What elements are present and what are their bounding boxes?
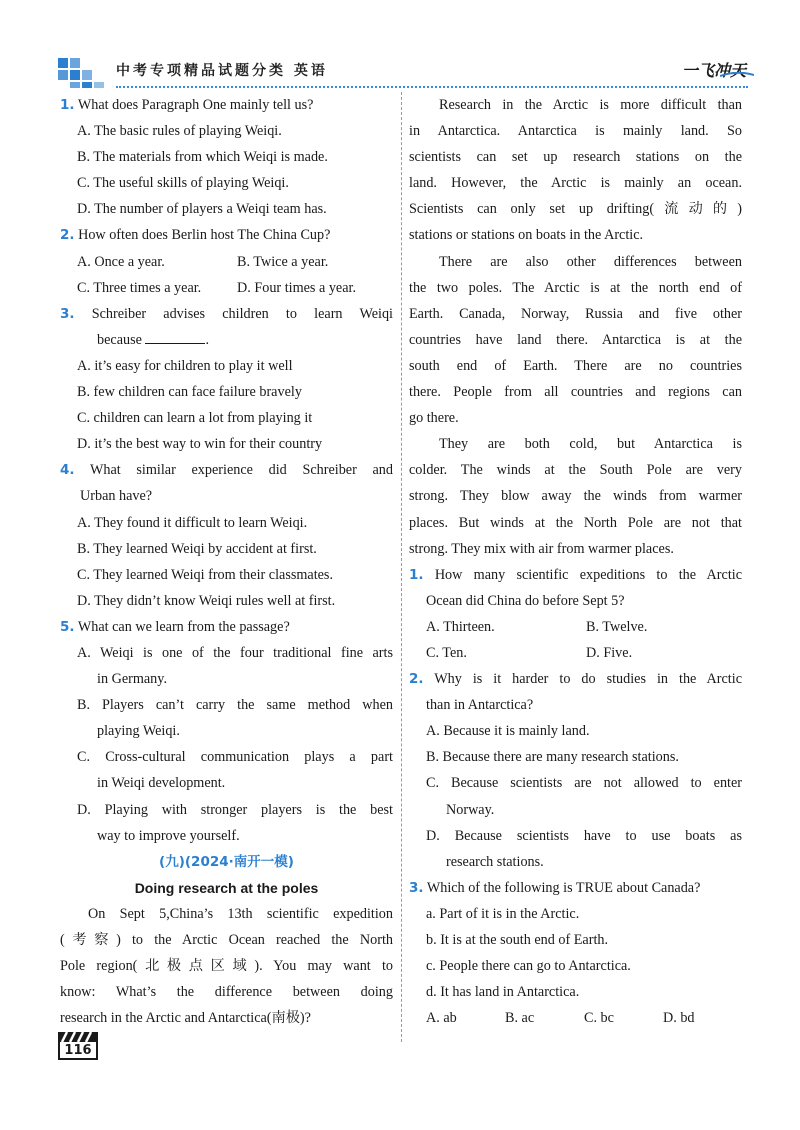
page-number-box — [58, 1032, 98, 1062]
option-d: D. They didn’t know Weiqi rules well at first. — [77, 592, 336, 609]
option-a: A. Once a year. — [77, 253, 165, 270]
option-b: B. The materials from which Weiqi is made. — [77, 149, 328, 166]
option-b: B. Players can’t carry the same method when — [77, 697, 393, 714]
question-2 — [60, 222, 393, 300]
question-text: What does Paragraph One mainly tell us? — [77, 97, 314, 113]
option-c: C. Ten. — [426, 644, 467, 661]
header-brand: 一飞冲天 — [681, 61, 746, 80]
question-text: Ocean did China do before Sept 5? — [426, 592, 625, 609]
option-d-cont: way to improve yourself. — [97, 827, 240, 844]
question-number: 2. — [409, 671, 424, 688]
paragraph-line: land. However, the Arctic is mainly an ocean. — [409, 175, 742, 192]
paragraph-line: strong. They mix with air from warmer places. — [409, 540, 674, 557]
question-3 — [60, 301, 393, 458]
paragraph-line: there. People from all countries and regions can — [409, 384, 742, 401]
paragraph-line: Research in the Arctic is more difficult than — [439, 97, 742, 113]
paragraph-line: (考察) to the Arctic Ocean reached the North — [60, 932, 393, 948]
option-d: D. bd — [663, 1010, 695, 1027]
option-d: D. Because scientists have to use boats as — [426, 827, 742, 844]
paragraph-line: go there. — [409, 410, 459, 427]
paragraph-line: Earth. Canada, Norway, Russia and five other — [409, 305, 742, 322]
paragraph-2 — [409, 92, 742, 249]
statement-c: c. People there can go to Antarctica. — [426, 958, 631, 975]
option-c: C. Because scientists are not allowed to enter — [426, 775, 742, 792]
question-text: Why is it harder to do studies in the Arctic — [434, 671, 742, 688]
option-c: C. Three times a year. — [77, 279, 202, 296]
paragraph-line: in Antarctica. Antarctica is mainly land. So — [409, 123, 742, 140]
paragraph-line: south end of Earth. There are no countries — [409, 357, 742, 374]
option-a: A. The basic rules of playing Weiqi. — [77, 123, 282, 140]
question-r3 — [409, 875, 742, 1032]
header-title: 中考专项精品试题分类 英语 — [116, 63, 328, 79]
paragraph-line: stations or stations on boats in the Arctic. — [409, 227, 644, 244]
option-d: D. Playing with stronger players is the best — [77, 801, 393, 818]
question-text: Which of the following is TRUE about Canada? — [426, 879, 701, 896]
option-d: D. The number of players a Weiqi team has. — [77, 201, 327, 218]
option-a: A. Because it is mainly land. — [426, 723, 590, 740]
statement-a: a. Part of it is in the Arctic. — [426, 905, 580, 922]
paragraph-3 — [409, 249, 742, 432]
question-r1 — [409, 562, 742, 666]
statement-b: b. It is at the south end of Earth. — [426, 932, 609, 948]
paragraph-line: scientists can set up research stations on the — [409, 149, 742, 166]
question-number: 5. — [60, 618, 75, 635]
paragraph-1 — [60, 901, 393, 1031]
question-number: 2. — [60, 227, 75, 244]
question-text: What can we learn from the passage? — [77, 618, 290, 635]
left-column — [60, 92, 393, 1031]
option-d: D. Five. — [586, 644, 633, 661]
question-text: What similar experience did Schreiber and — [89, 462, 393, 479]
section-label: (九)(2024·南开一模) — [159, 853, 294, 870]
option-c: C. children can learn a lot from playing it — [77, 410, 313, 427]
question-text: How often does Berlin host The China Cup? — [78, 227, 331, 244]
option-b: B. They learned Weiqi by accident at first. — [77, 540, 317, 557]
option-c: C. They learned Weiqi from their classmates. — [77, 566, 333, 583]
option-b: B. ac — [505, 1010, 535, 1027]
page-number: 116 — [58, 1042, 98, 1060]
option-b: B. Because there are many research stations. — [426, 749, 679, 766]
paragraph-line: They are both cold, but Antarctica is — [439, 436, 742, 453]
option-d: D. it’s the best way to win for their country — [77, 436, 323, 453]
question-5 — [60, 614, 393, 849]
question-r2 — [409, 666, 742, 875]
option-a: A. it’s easy for children to play it well — [77, 357, 293, 374]
option-a: A. Thirteen. — [426, 618, 495, 635]
option-c: C. Cross-cultural communication plays a part — [77, 749, 393, 766]
option-a-cont: in Germany. — [97, 671, 167, 688]
answer-blank — [145, 329, 205, 344]
statement-d: d. It has land in Antarctica. — [426, 984, 580, 1001]
option-d: D. Four times a year. — [237, 279, 356, 296]
option-c-cont: in Weiqi development. — [97, 775, 226, 792]
option-c: C. bc — [584, 1010, 614, 1027]
paragraph-line: There are also other differences between — [439, 253, 742, 270]
question-1 — [60, 92, 393, 222]
option-c: C. The useful skills of playing Weiqi. — [77, 175, 289, 192]
option-a: A. ab — [426, 1010, 457, 1027]
option-b-cont: playing Weiqi. — [97, 723, 180, 740]
passage-title: Doing research at the poles — [134, 879, 319, 896]
paragraph-line: Scientists can only set up drifting(流动的) — [409, 201, 742, 218]
option-d-cont: research stations. — [446, 853, 544, 870]
question-text: Schreiber advises children to learn Weiqi — [91, 305, 393, 322]
option-c-cont: Norway. — [446, 801, 495, 818]
page-header — [58, 52, 748, 92]
question-4 — [60, 457, 393, 614]
brand-swoosh-icon — [720, 72, 754, 78]
paragraph-line: Pole region(北极点区域). You may want to — [60, 958, 393, 975]
question-number: 1. — [409, 566, 424, 583]
paragraph-line: On Sept 5,China’s 13th scientific expedition — [88, 905, 393, 922]
option-a: A. Weiqi is one of the four traditional fine arts — [77, 644, 393, 661]
question-text: than in Antarctica? — [426, 697, 534, 714]
option-a: A. They found it difficult to learn Weiqi. — [77, 514, 308, 531]
right-column — [409, 92, 742, 1031]
header-logo-icon — [58, 58, 110, 88]
header-rule — [116, 86, 748, 88]
question-number: 3. — [60, 305, 75, 322]
paragraph-line: the two poles. The Arctic is at the north end of — [409, 279, 742, 296]
question-number: 3. — [409, 879, 424, 896]
page-number-stripes-icon — [58, 1032, 98, 1042]
question-number: 4. — [60, 462, 75, 479]
option-b: B. few children can face failure bravely — [77, 384, 302, 401]
paragraph-line: strong. They blow away the winds from warmer — [409, 488, 742, 505]
paragraph-line: places. But winds at the North Pole are not that — [409, 514, 742, 531]
paragraph-line: research in the Arctic and Antarctica(南极)? — [60, 1010, 311, 1027]
question-number: 1. — [60, 97, 75, 113]
paragraph-line: colder. The winds at the South Pole are very — [409, 462, 742, 479]
paragraph-4 — [409, 431, 742, 561]
paragraph-line: countries have land there. Antarctica is at the — [409, 331, 742, 348]
question-text: . — [205, 331, 209, 348]
question-text: How many scientific expeditions to the Arctic — [434, 566, 742, 583]
option-b: B. Twelve. — [586, 618, 648, 635]
option-b: B. Twice a year. — [237, 253, 329, 270]
column-divider — [401, 92, 402, 1042]
question-text: Urban have? — [80, 488, 153, 505]
question-text: because — [97, 331, 142, 348]
paragraph-line: know: What’s the difference between doing — [60, 984, 393, 1001]
